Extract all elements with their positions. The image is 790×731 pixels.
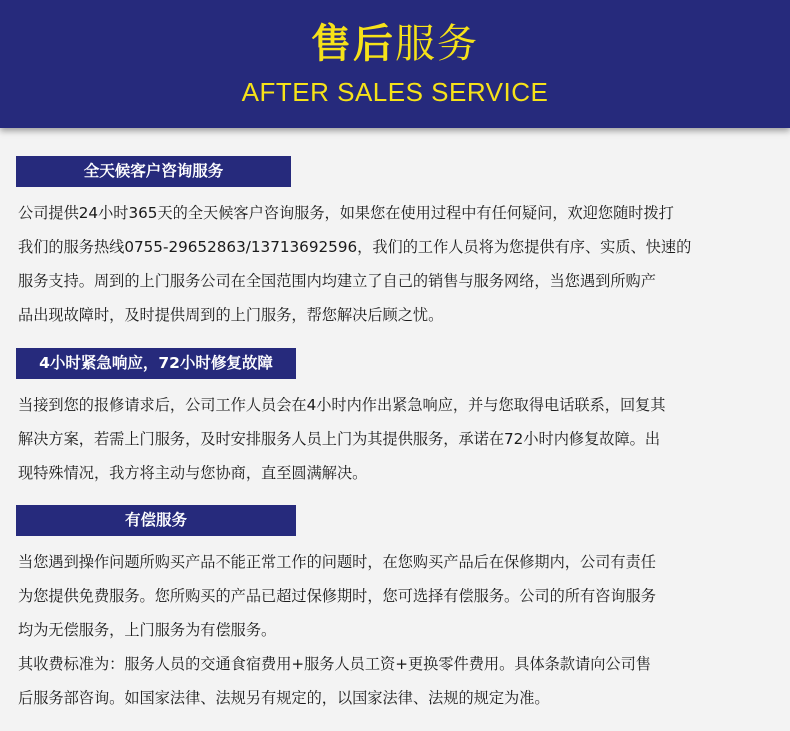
section-body-emergency-response <box>18 388 780 490</box>
body-line: 后服务部咨询。如国家法律、法规另有规定的，以国家法律、法规的规定为准。 <box>18 689 550 707</box>
section-tag-customer-consulting: 全天候客户咨询服务 <box>16 156 291 187</box>
body-line: 服务支持。周到的上门服务公司在全国范围内均建立了自己的销售与服务网络，当您遇到所购产 <box>18 272 656 290</box>
page-title <box>0 20 790 68</box>
body-line: 均为无偿服务，上门服务为有偿服务。 <box>18 621 277 639</box>
page-subtitle: AFTER SALES SERVICE <box>241 77 549 107</box>
section-tag-emergency-response: 4小时紧急响应，72小时修复故障 <box>16 348 296 379</box>
body-line: 为您提供免费服务。您所购买的产品已超过保修期时，您可选择有偿服务。公司的所有咨询服务 <box>18 587 656 605</box>
body-line: 品出现故障时，及时提供周到的上门服务，帮您解决后顾之忧。 <box>18 306 444 324</box>
body-line: 公司提供24小时365天的全天候客户咨询服务，如果您在使用过程中有任何疑问，欢迎您随时拨打 <box>18 204 674 222</box>
body-line: 当您遇到操作问题所购买产品不能正常工作的问题时，在您购买产品后在保修期内，公司有责任 <box>18 553 656 571</box>
body-line: 现特殊情况，我方将主动与您协商，直至圆满解决。 <box>18 464 368 482</box>
body-line: 其收费标准为：服务人员的交通食宿费用+服务人员工资+更换零件费用。具体条款请向公司售 <box>18 655 651 673</box>
page-title-light: 服务 <box>395 21 479 67</box>
body-line: 解决方案，若需上门服务，及时安排服务人员上门为其提供服务，承诺在72小时内修复故障。出 <box>18 430 661 448</box>
section-body-customer-consulting <box>18 196 780 332</box>
body-line: 我们的服务热线0755-29652863/13713692596，我们的工作人员将为您提供有序、实质、快速的 <box>18 238 692 256</box>
page-header <box>0 0 790 128</box>
section-body-paid-service <box>18 545 780 715</box>
section-tag-paid-service: 有偿服务 <box>16 505 296 536</box>
body-line: 当接到您的报修请求后，公司工作人员会在4小时内作出紧急响应，并与您取得电话联系，回复其 <box>18 396 666 414</box>
page-title-bold: 售后 <box>311 21 395 67</box>
